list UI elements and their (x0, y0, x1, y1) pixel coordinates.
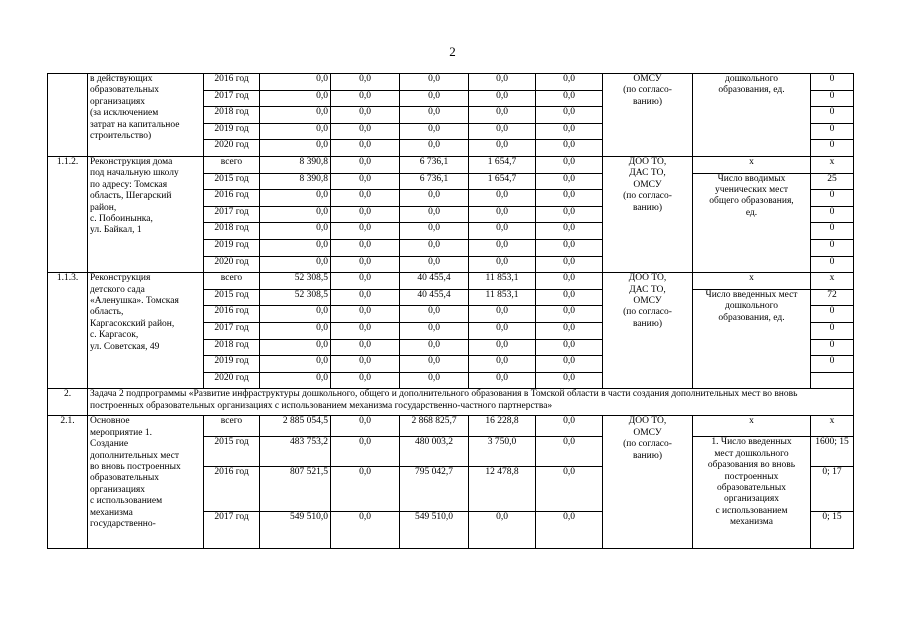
federal-cell: 0,0 (331, 173, 400, 190)
year-cell: 2020 год (204, 372, 260, 389)
indicator-value-cell: 0 (811, 190, 854, 207)
total-cell: 2 885 054,5 (260, 416, 331, 437)
task-number-cell: 2. (48, 389, 88, 416)
item-name-cell: Реконструкция детского сада «Аленушка». Томская область, Каргасокский район, с. Каргасок, ул. Советская, 49 (88, 273, 204, 389)
regional-cell: 0,0 (400, 90, 469, 107)
extrabudget-cell: 0,0 (536, 273, 603, 290)
municipal-cell: 0,0 (469, 512, 536, 549)
federal-cell: 0,0 (331, 107, 400, 124)
regional-cell: 0,0 (400, 140, 469, 157)
total-cell: 0,0 (260, 123, 331, 140)
year-cell: 2016 год (204, 190, 260, 207)
total-cell: 0,0 (260, 90, 331, 107)
regional-cell: 0,0 (400, 306, 469, 323)
total-cell: 0,0 (260, 74, 331, 91)
extrabudget-cell: 0,0 (536, 107, 603, 124)
extrabudget-cell: 0,0 (536, 223, 603, 240)
year-cell: 2019 год (204, 239, 260, 256)
year-cell: всего (204, 416, 260, 437)
regional-cell: 0,0 (400, 107, 469, 124)
federal-cell: 0,0 (331, 90, 400, 107)
total-cell: 549 510,0 (260, 512, 331, 549)
indicator-name-cell: Число вводимых ученических мест общего образования, ед. (693, 173, 811, 273)
regional-cell: 549 510,0 (400, 512, 469, 549)
municipal-cell: 0,0 (469, 256, 536, 273)
year-cell: 2020 год (204, 256, 260, 273)
municipal-cell: 12 478,8 (469, 467, 536, 512)
regional-cell: 0,0 (400, 190, 469, 207)
indicator-value-cell: 0 (811, 322, 854, 339)
extrabudget-cell: 0,0 (536, 372, 603, 389)
executor-cell: ДОО ТО, ОМСУ (по согласо- ванию) (603, 416, 693, 549)
total-cell: 0,0 (260, 322, 331, 339)
year-cell: 2018 год (204, 107, 260, 124)
federal-cell: 0,0 (331, 289, 400, 306)
indicator-value-cell: 0 (811, 306, 854, 323)
municipal-cell: 16 228,8 (469, 416, 536, 437)
municipal-cell: 11 853,1 (469, 273, 536, 290)
indicator-value-cell: 0; 15 (811, 512, 854, 549)
year-cell: 2017 год (204, 512, 260, 549)
federal-cell: 0,0 (331, 206, 400, 223)
extrabudget-cell: 0,0 (536, 173, 603, 190)
regional-cell: 0,0 (400, 339, 469, 356)
total-cell: 0,0 (260, 190, 331, 207)
indicator-value-cell: х (811, 156, 854, 173)
year-cell: 2018 год (204, 223, 260, 240)
municipal-cell: 1 654,7 (469, 173, 536, 190)
municipal-cell: 0,0 (469, 372, 536, 389)
total-cell: 0,0 (260, 206, 331, 223)
federal-cell: 0,0 (331, 372, 400, 389)
total-cell: 8 390,8 (260, 156, 331, 173)
federal-cell: 0,0 (331, 74, 400, 91)
extrabudget-cell: 0,0 (536, 416, 603, 437)
item-number-cell: 2.1. (48, 416, 88, 549)
item-name-cell: Реконструкция дома под начальную школу по адресу: Томская область, Шегарский район, с. Побоинынка, ул. Байкал, 1 (88, 156, 204, 272)
regional-cell: 0,0 (400, 322, 469, 339)
item-name-cell: Основное мероприятие 1. Создание дополнительных мест во вновь построенных образовательных организациях с использованием механизма государственно- (88, 416, 204, 549)
regional-cell: 0,0 (400, 372, 469, 389)
indicator-value-cell: 0 (811, 356, 854, 373)
indicator-value-cell: 0 (811, 339, 854, 356)
regional-cell: 0,0 (400, 74, 469, 91)
federal-cell: 0,0 (331, 123, 400, 140)
regional-cell: 0,0 (400, 256, 469, 273)
year-cell: 2016 год (204, 306, 260, 323)
indicator-value-cell: 72 (811, 289, 854, 306)
indicator-value-cell: 0 (811, 256, 854, 273)
program-table (47, 73, 854, 549)
extrabudget-cell: 0,0 (536, 190, 603, 207)
total-cell: 0,0 (260, 107, 331, 124)
extrabudget-cell: 0,0 (536, 339, 603, 356)
regional-cell: 6 736,1 (400, 156, 469, 173)
total-cell: 0,0 (260, 239, 331, 256)
municipal-cell: 11 853,1 (469, 289, 536, 306)
regional-cell: 6 736,1 (400, 173, 469, 190)
table-row (48, 156, 854, 173)
indicator-value-cell (811, 372, 854, 389)
federal-cell: 0,0 (331, 239, 400, 256)
municipal-cell: 0,0 (469, 206, 536, 223)
year-cell: 2019 год (204, 123, 260, 140)
extrabudget-cell: 0,0 (536, 437, 603, 467)
indicator-value-cell: 0 (811, 74, 854, 91)
municipal-cell: 0,0 (469, 190, 536, 207)
table-row (48, 74, 854, 91)
year-cell: 2016 год (204, 74, 260, 91)
regional-cell: 0,0 (400, 206, 469, 223)
municipal-cell: 0,0 (469, 123, 536, 140)
year-cell: всего (204, 156, 260, 173)
year-cell: всего (204, 273, 260, 290)
executor-cell: ДОО ТО, ДАС ТО, ОМСУ (по согласо- ванию) (603, 273, 693, 389)
extrabudget-cell: 0,0 (536, 123, 603, 140)
year-cell: 2017 год (204, 206, 260, 223)
total-cell: 483 753,2 (260, 437, 331, 467)
total-cell: 0,0 (260, 256, 331, 273)
indicator-value-cell: 0 (811, 223, 854, 240)
extrabudget-cell: 0,0 (536, 74, 603, 91)
extrabudget-cell: 0,0 (536, 256, 603, 273)
total-cell: 0,0 (260, 223, 331, 240)
year-cell: 2015 год (204, 173, 260, 190)
total-cell: 52 308,5 (260, 289, 331, 306)
year-cell: 2019 год (204, 356, 260, 373)
total-cell: 0,0 (260, 339, 331, 356)
federal-cell: 0,0 (331, 273, 400, 290)
regional-cell: 795 042,7 (400, 467, 469, 512)
task-row (48, 389, 854, 416)
indicator-name-cell: Число введенных мест дошкольного образования, ед. (693, 289, 811, 389)
regional-cell: 0,0 (400, 123, 469, 140)
federal-cell: 0,0 (331, 512, 400, 549)
executor-cell: ДОО ТО, ДАС ТО, ОМСУ (по согласо- ванию) (603, 156, 693, 272)
year-cell: 2018 год (204, 339, 260, 356)
extrabudget-cell: 0,0 (536, 322, 603, 339)
regional-cell: 40 455,4 (400, 273, 469, 290)
regional-cell: 40 455,4 (400, 289, 469, 306)
year-cell: 2015 год (204, 289, 260, 306)
table-row (48, 273, 854, 290)
extrabudget-cell: 0,0 (536, 206, 603, 223)
municipal-cell: 0,0 (469, 74, 536, 91)
year-cell: 2020 год (204, 140, 260, 157)
indicator-value-cell: 0 (811, 239, 854, 256)
total-cell: 0,0 (260, 356, 331, 373)
extrabudget-cell: 0,0 (536, 356, 603, 373)
indicator-value-cell: 0 (811, 107, 854, 124)
indicator-value-cell: 25 (811, 173, 854, 190)
year-cell: 2017 год (204, 322, 260, 339)
indicator-name-cell: х (693, 156, 811, 173)
total-cell: 8 390,8 (260, 173, 331, 190)
page-number: 2 (449, 44, 456, 59)
federal-cell: 0,0 (331, 223, 400, 240)
regional-cell: 0,0 (400, 223, 469, 240)
municipal-cell: 0,0 (469, 306, 536, 323)
indicator-value-cell: 0 (811, 123, 854, 140)
item-number-cell: 1.1.2. (48, 156, 88, 272)
indicator-value-cell: 0 (811, 90, 854, 107)
federal-cell: 0,0 (331, 437, 400, 467)
regional-cell: 480 003,2 (400, 437, 469, 467)
indicator-name-cell: дошкольного образования, ед. (693, 74, 811, 157)
municipal-cell: 0,0 (469, 239, 536, 256)
federal-cell: 0,0 (331, 306, 400, 323)
federal-cell: 0,0 (331, 339, 400, 356)
municipal-cell: 0,0 (469, 223, 536, 240)
regional-cell: 0,0 (400, 239, 469, 256)
executor-cell: ОМСУ (по согласо- ванию) (603, 74, 693, 157)
federal-cell: 0,0 (331, 467, 400, 512)
extrabudget-cell: 0,0 (536, 90, 603, 107)
item-number-cell: 1.1.3. (48, 273, 88, 389)
year-cell: 2017 год (204, 90, 260, 107)
indicator-name-cell: х (693, 273, 811, 290)
municipal-cell: 0,0 (469, 140, 536, 157)
task-text-cell: Задача 2 подпрограммы «Развитие инфраструктуры дошкольного, общего и дополнительного образования в Томской области в части создания дополнительных мест во вновь построенных образовательных организациях с использованием механизма государственно-частного партнерства» (88, 389, 854, 416)
total-cell: 52 308,5 (260, 273, 331, 290)
regional-cell: 0,0 (400, 356, 469, 373)
municipal-cell: 0,0 (469, 322, 536, 339)
year-cell: 2015 год (204, 437, 260, 467)
total-cell: 0,0 (260, 372, 331, 389)
extrabudget-cell: 0,0 (536, 156, 603, 173)
federal-cell: 0,0 (331, 322, 400, 339)
federal-cell: 0,0 (331, 416, 400, 437)
indicator-value-cell: 0 (811, 206, 854, 223)
extrabudget-cell: 0,0 (536, 306, 603, 323)
extrabudget-cell: 0,0 (536, 467, 603, 512)
municipal-cell: 0,0 (469, 339, 536, 356)
municipal-cell: 0,0 (469, 90, 536, 107)
indicator-value-cell: х (811, 416, 854, 437)
federal-cell: 0,0 (331, 190, 400, 207)
indicator-value-cell: 0; 17 (811, 467, 854, 512)
federal-cell: 0,0 (331, 140, 400, 157)
total-cell: 0,0 (260, 140, 331, 157)
item-name-cell: в действующих образовательных организациях (за исключением затрат на капитальное строительство) (88, 74, 204, 157)
extrabudget-cell: 0,0 (536, 140, 603, 157)
indicator-value-cell: х (811, 273, 854, 290)
extrabudget-cell: 0,0 (536, 289, 603, 306)
regional-cell: 2 868 825,7 (400, 416, 469, 437)
federal-cell: 0,0 (331, 156, 400, 173)
total-cell: 0,0 (260, 306, 331, 323)
municipal-cell: 0,0 (469, 356, 536, 373)
total-cell: 807 521,5 (260, 467, 331, 512)
indicator-value-cell: 1600; 15 (811, 437, 854, 467)
municipal-cell: 1 654,7 (469, 156, 536, 173)
indicator-value-cell: 0 (811, 140, 854, 157)
extrabudget-cell: 0,0 (536, 239, 603, 256)
year-cell: 2016 год (204, 467, 260, 512)
extrabudget-cell: 0,0 (536, 512, 603, 549)
federal-cell: 0,0 (331, 256, 400, 273)
federal-cell: 0,0 (331, 356, 400, 373)
indicator-name-cell: 1. Число введенных мест дошкольного образования во вновь построенных образовательных организациях с использованием механизма (693, 437, 811, 549)
indicator-name-cell: х (693, 416, 811, 437)
item-number-cell (48, 74, 88, 157)
municipal-cell: 0,0 (469, 107, 536, 124)
table-row (48, 416, 854, 437)
municipal-cell: 3 750,0 (469, 437, 536, 467)
